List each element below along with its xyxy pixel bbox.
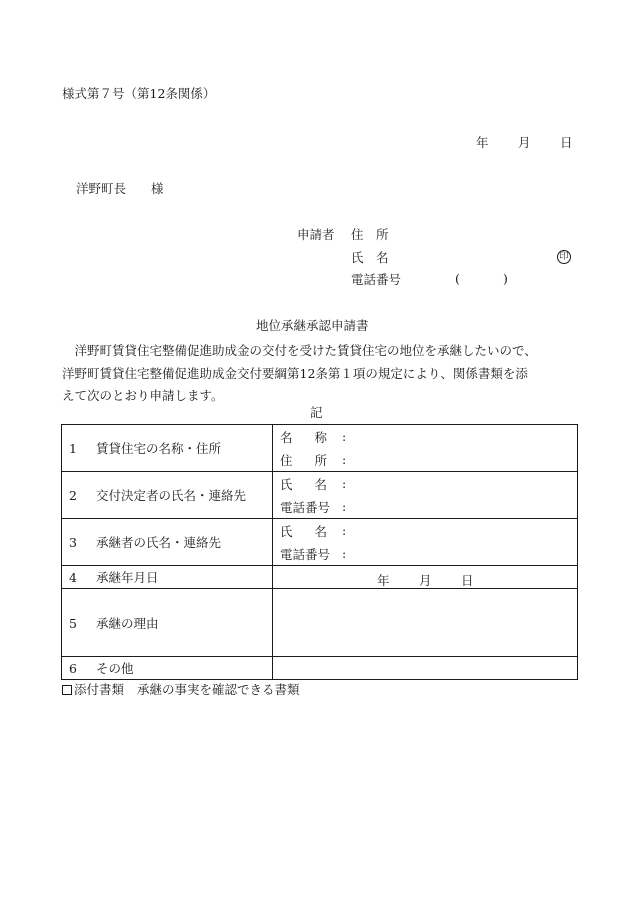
colon: : bbox=[342, 476, 347, 491]
row-number: 6 bbox=[69, 661, 77, 676]
succession-date bbox=[273, 566, 577, 588]
row-label: 承継年月日 bbox=[96, 570, 159, 585]
row-number: 2 bbox=[69, 488, 77, 503]
date-year: 年 bbox=[377, 573, 390, 588]
row-label-cell bbox=[62, 657, 273, 680]
row-label-cell bbox=[62, 425, 273, 472]
applicant-name-label: 氏 名 bbox=[351, 250, 389, 265]
label-char: 氏 bbox=[280, 523, 293, 539]
label-char: 名 bbox=[314, 523, 327, 539]
attachment-text: 承継の事実を確認できる書類 bbox=[137, 682, 300, 697]
label-char: 住 bbox=[280, 452, 293, 468]
date-day: 日 bbox=[461, 573, 474, 588]
checkbox-icon bbox=[62, 685, 72, 695]
date-day: 日 bbox=[560, 135, 573, 150]
detail-table bbox=[61, 424, 578, 680]
body-paragraph bbox=[62, 340, 582, 408]
row-value-cell bbox=[273, 566, 578, 589]
addressee: 洋野町長 様 bbox=[76, 181, 164, 196]
label-char: 名 bbox=[280, 429, 293, 445]
body-line: 洋野町賃貸住宅整備促進助成金交付要綱第12条第１項の規定により、関係書類を添 bbox=[62, 365, 528, 381]
phone-paren-close: ) bbox=[503, 271, 508, 286]
label-char: 名 bbox=[314, 476, 327, 492]
ki-heading: 記 bbox=[310, 405, 323, 420]
row-number: 1 bbox=[69, 441, 77, 456]
row-label-cell bbox=[62, 589, 273, 657]
sub-field bbox=[273, 425, 577, 448]
row-number: 5 bbox=[69, 615, 77, 631]
row-number: 4 bbox=[69, 570, 77, 585]
sub-field bbox=[273, 542, 577, 565]
phone-paren-open: ( bbox=[455, 271, 460, 286]
row-label: 承継者の氏名・連絡先 bbox=[96, 535, 222, 550]
form-number-label: 様式第７号（第12条関係） bbox=[62, 86, 216, 101]
table-row bbox=[62, 657, 578, 680]
row-number: 3 bbox=[69, 535, 77, 550]
sub-field bbox=[273, 495, 577, 518]
sub-field-label bbox=[280, 428, 342, 446]
colon: : bbox=[342, 523, 347, 538]
colon: : bbox=[342, 546, 347, 561]
table-row bbox=[62, 425, 578, 472]
row-value-cell bbox=[273, 519, 578, 566]
row-label: 承継の理由 bbox=[96, 615, 159, 631]
table-row bbox=[62, 566, 578, 589]
row-value-cell bbox=[273, 589, 578, 657]
sub-field-label bbox=[280, 475, 342, 493]
row-label-cell bbox=[62, 566, 273, 589]
row-value-cell bbox=[273, 425, 578, 472]
row-value-cell bbox=[273, 657, 578, 680]
applicant-phone-label: 電話番号 bbox=[351, 272, 402, 287]
date-month: 月 bbox=[518, 135, 531, 150]
sub-field bbox=[273, 448, 577, 471]
label-char: 所 bbox=[314, 452, 327, 468]
row-label: 賃貸住宅の名称・住所 bbox=[96, 441, 222, 456]
attachment-line bbox=[62, 684, 300, 697]
row-value-cell bbox=[273, 472, 578, 519]
row-label: その他 bbox=[96, 661, 134, 676]
body-line: えて次のとおり申請します。 bbox=[62, 388, 224, 403]
sub-field-label: 電話番号 bbox=[280, 499, 331, 515]
label-char: 称 bbox=[314, 429, 327, 445]
table-row bbox=[62, 589, 578, 657]
sub-field-label: 電話番号 bbox=[280, 546, 331, 562]
row-label-cell bbox=[62, 519, 273, 566]
colon: : bbox=[342, 499, 347, 514]
colon: : bbox=[342, 452, 347, 467]
sub-field-label bbox=[280, 451, 342, 469]
row-label: 交付決定者の氏名・連絡先 bbox=[96, 488, 247, 503]
table-row bbox=[62, 519, 578, 566]
colon: : bbox=[342, 429, 347, 444]
sub-field bbox=[273, 519, 577, 542]
seal-icon: 印 bbox=[557, 250, 571, 264]
label-char: 氏 bbox=[280, 476, 293, 492]
sub-field bbox=[273, 472, 577, 495]
date-year: 年 bbox=[476, 135, 489, 150]
attachment-label: 添付書類 bbox=[74, 682, 125, 697]
table-row bbox=[62, 472, 578, 519]
row-label-cell bbox=[62, 472, 273, 519]
applicant-address-label: 住 所 bbox=[351, 227, 389, 242]
body-line: 洋野町賃貸住宅整備促進助成金の交付を受けた賃貸住宅の地位を承継したいので、 bbox=[62, 343, 537, 358]
document-title: 地位承継承認申請書 bbox=[256, 318, 369, 333]
applicant-label: 申請者 bbox=[297, 227, 335, 242]
sub-field-label bbox=[280, 522, 342, 540]
date-month: 月 bbox=[419, 573, 432, 588]
